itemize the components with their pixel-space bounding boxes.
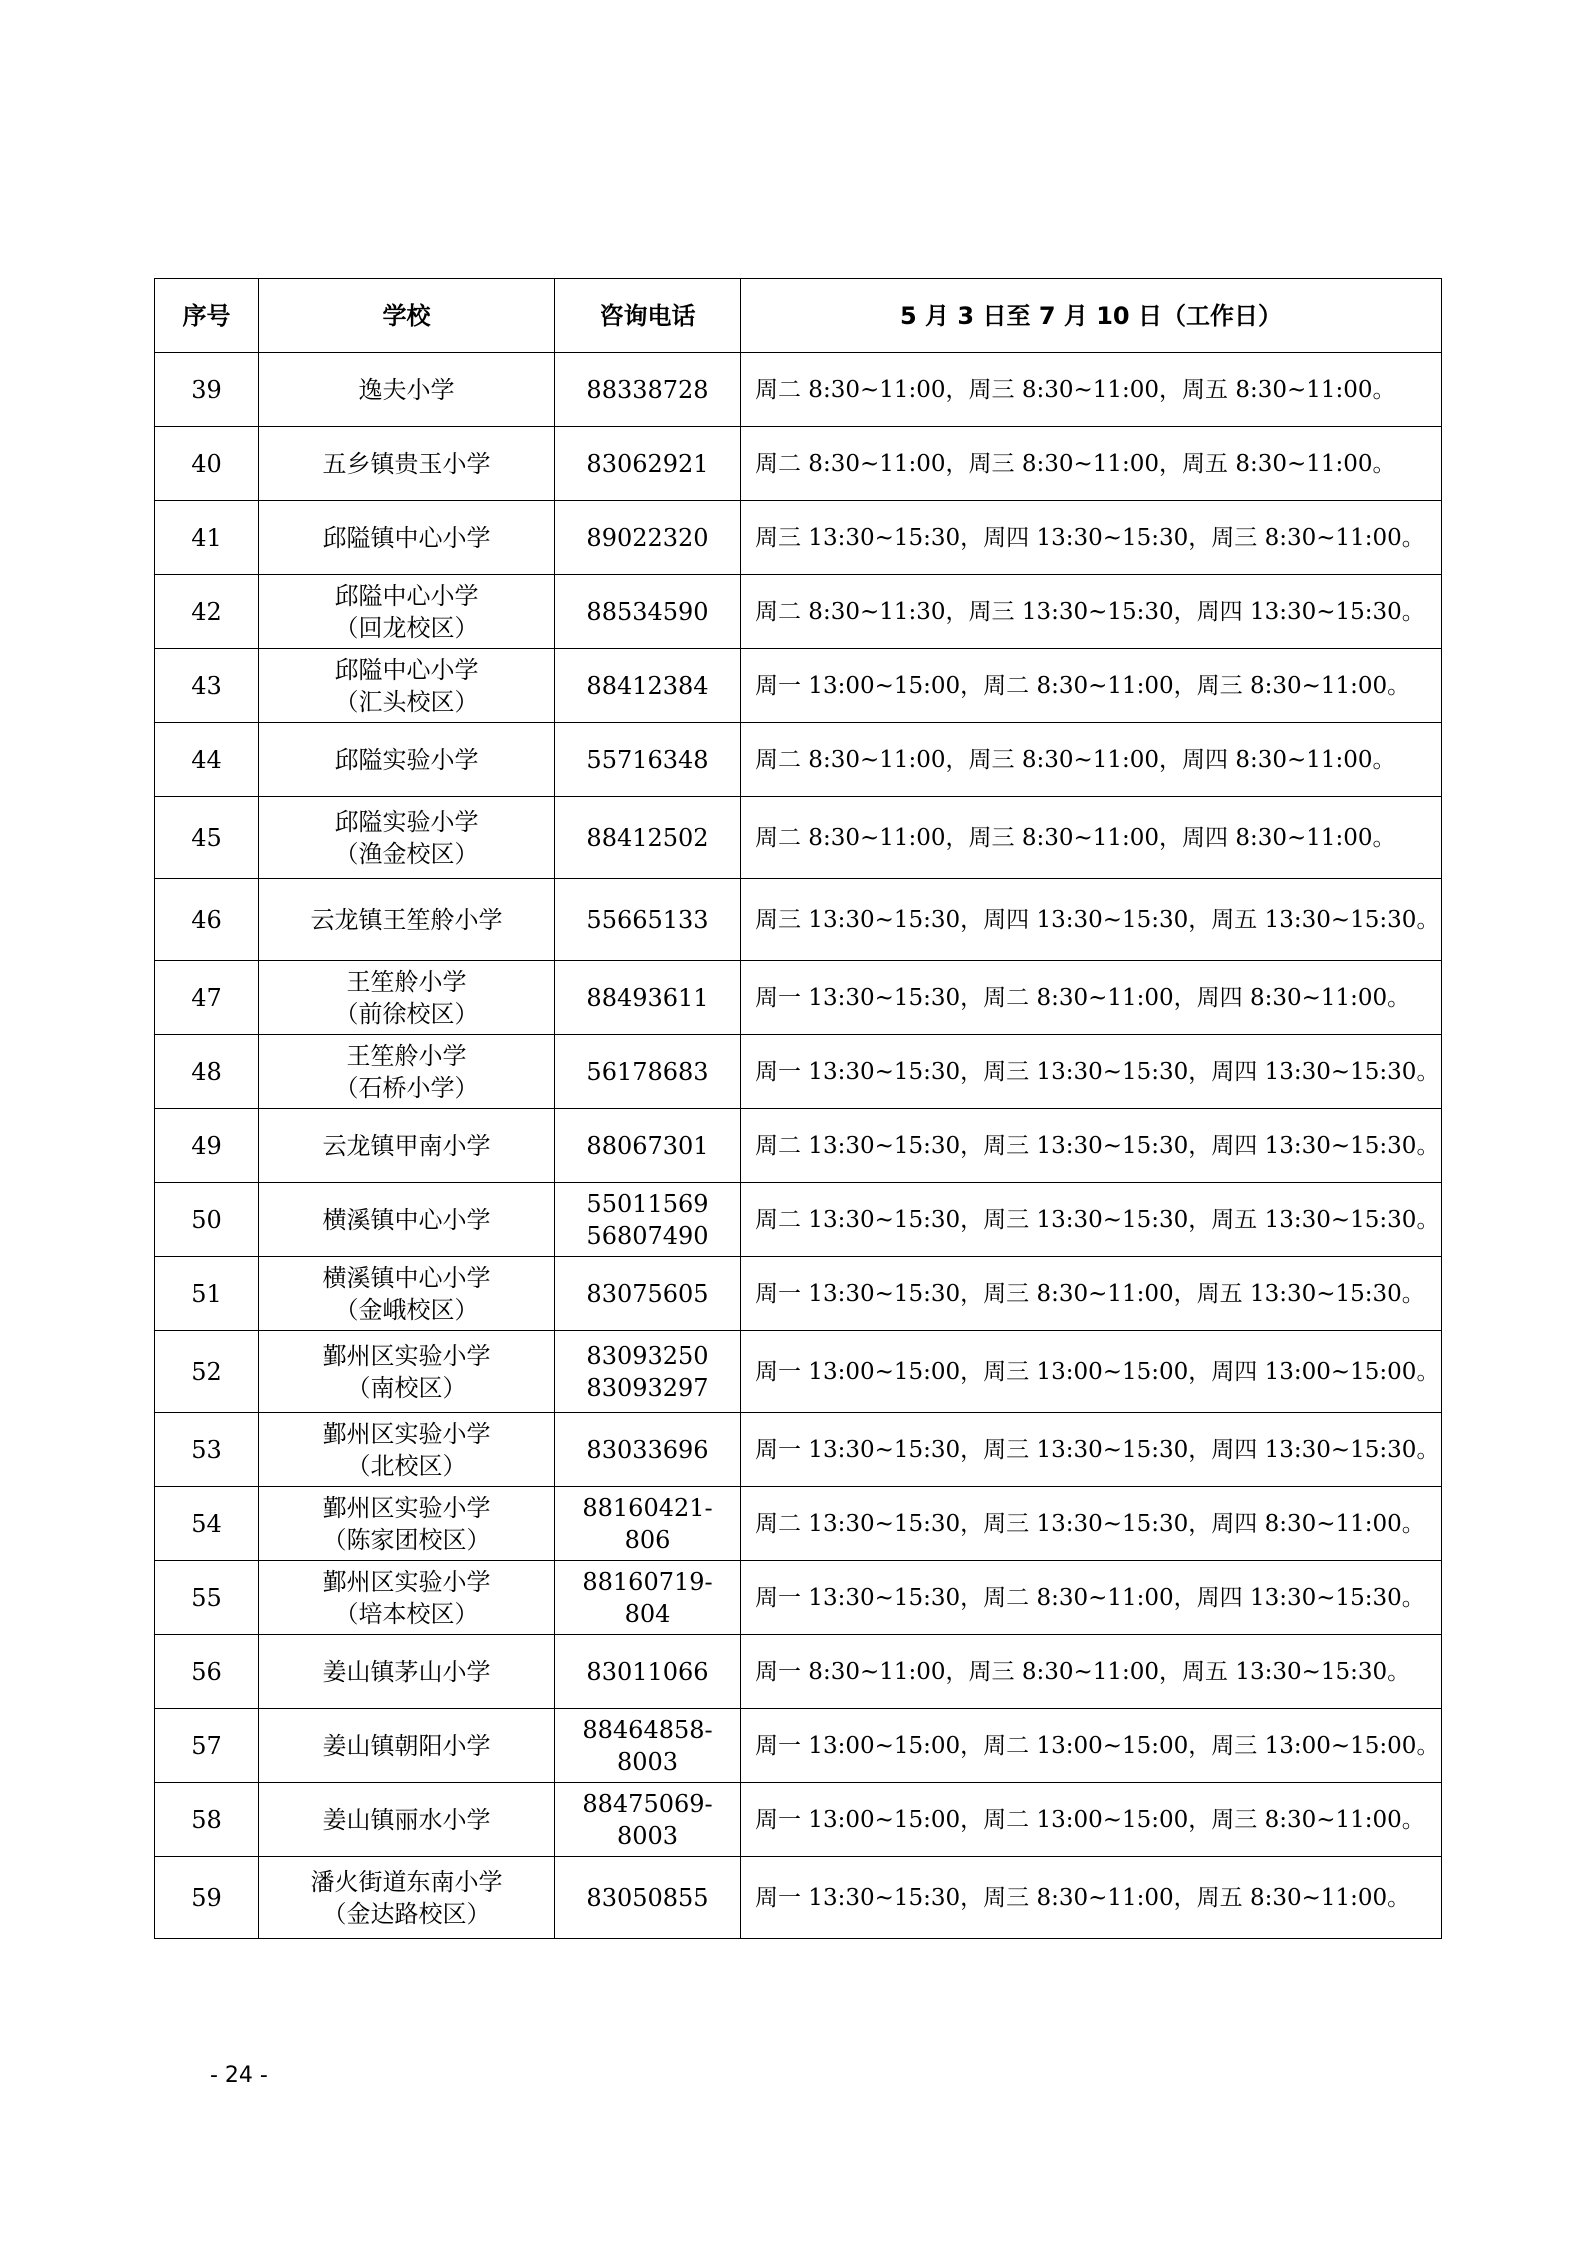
cell-time [741,961,1442,1035]
cell-time [741,723,1442,797]
table-row [155,501,1442,575]
cell-time [741,427,1442,501]
cell-no-line: 39 [191,375,222,404]
table-row [155,723,1442,797]
cell-no-line: 48 [191,1057,222,1086]
cell-no-line: 42 [191,597,222,626]
cell-school-line: （培本校区） [334,1599,479,1628]
cell-no [155,1183,259,1257]
cell-no [155,1413,259,1487]
cell-school [259,1561,555,1635]
cell-school [259,1857,555,1939]
cell-school-line: （陈家团校区） [322,1525,491,1554]
cell-school [259,879,555,961]
cell-no-line: 52 [191,1357,222,1386]
cell-time [741,1783,1442,1857]
cell-no [155,1487,259,1561]
table-row [155,1183,1442,1257]
cell-time [741,353,1442,427]
cell-no-line: 44 [191,745,222,774]
cell-no [155,1857,259,1939]
cell-time-line: 周一 13:00~15:00，周二 8:30~11:00，周三 8:30~11:00。 [755,672,1411,699]
cell-phone-line: 56807490 [586,1221,709,1250]
table-header-row [155,279,1442,353]
cell-phone [555,723,741,797]
cell-no [155,1331,259,1413]
cell-phone [555,1561,741,1635]
cell-phone-line: 8003 [616,1747,679,1776]
cell-phone-line: 88412502 [586,823,709,852]
cell-time-line: 周二 13:30~15:30，周三 13:30~15:30，周五 13:30~15:30。 [755,1206,1440,1233]
cell-phone-line: 55011569 [586,1189,709,1218]
cell-school-line: 五乡镇贵玉小学 [322,449,491,478]
cell-school [259,1257,555,1331]
cell-phone-line: 55716348 [586,745,709,774]
cell-no-line: 49 [191,1131,222,1160]
cell-school [259,723,555,797]
cell-school-line: （汇头校区） [334,687,479,716]
cell-no [155,1035,259,1109]
table-row [155,649,1442,723]
cell-time [741,575,1442,649]
cell-school-line: 鄞州区实验小学 [322,1567,491,1596]
cell-school-line: 潘火街道东南小学 [310,1867,503,1896]
table-row [155,1783,1442,1857]
cell-school [259,1783,555,1857]
cell-phone [555,1331,741,1413]
cell-time-line: 周一 13:00~15:00，周二 13:00~15:00，周三 8:30~11:00。 [755,1806,1425,1833]
cell-phone-line: 83075605 [586,1279,709,1308]
cell-phone-line: 83093297 [586,1373,709,1402]
cell-phone-line: 83093250 [586,1341,709,1370]
cell-school [259,649,555,723]
cell-time [741,797,1442,879]
cell-time-line: 周二 8:30~11:00，周三 8:30~11:00，周四 8:30~11:00。 [755,746,1396,773]
cell-school-line: 邱隘实验小学 [334,745,479,774]
cell-school [259,1035,555,1109]
cell-phone-line: 83062921 [586,449,709,478]
cell-no [155,1561,259,1635]
cell-time [741,1709,1442,1783]
table-row [155,1709,1442,1783]
table-row [155,1635,1442,1709]
cell-phone-line: 83033696 [586,1435,709,1464]
cell-time-line: 周一 13:30~15:30，周二 8:30~11:00，周四 8:30~11:00。 [755,984,1411,1011]
cell-no [155,961,259,1035]
cell-school [259,1109,555,1183]
cell-school-line: 鄞州区实验小学 [322,1419,491,1448]
cell-no-line: 50 [191,1205,222,1234]
cell-time [741,1561,1442,1635]
table-row [155,353,1442,427]
cell-time [741,1109,1442,1183]
cell-school [259,961,555,1035]
cell-time [741,501,1442,575]
cell-time-line: 周二 8:30~11:00，周三 8:30~11:00，周五 8:30~11:00。 [755,450,1396,477]
cell-no-line: 51 [191,1279,222,1308]
cell-time-line: 周一 13:00~15:00，周三 13:00~15:00，周四 13:00~15:00。 [755,1358,1440,1385]
cell-no-line: 41 [191,523,222,552]
cell-phone-line: 8003 [616,1821,679,1850]
cell-phone-line: 88412384 [586,671,709,700]
cell-phone-line: 806 [624,1525,671,1554]
cell-phone [555,501,741,575]
cell-time-line: 周一 13:30~15:30，周三 8:30~11:00，周五 13:30~15:30。 [755,1280,1425,1307]
cell-time-line: 周一 13:30~15:30，周二 8:30~11:00，周四 13:30~15:30。 [755,1584,1425,1611]
cell-phone-line: 804 [624,1599,671,1628]
cell-phone [555,1183,741,1257]
cell-no-line: 59 [191,1883,222,1912]
cell-school [259,353,555,427]
cell-time [741,1183,1442,1257]
header-phone: 咨询电话 [555,279,741,353]
cell-school-line: （渔金校区） [334,839,479,868]
cell-school [259,427,555,501]
table-row [155,879,1442,961]
cell-school [259,1487,555,1561]
cell-phone [555,879,741,961]
cell-phone-line: 89022320 [586,523,709,552]
cell-time [741,1857,1442,1939]
cell-school-line: （金达路校区） [322,1899,491,1928]
cell-time-line: 周二 8:30~11:00，周三 8:30~11:00，周四 8:30~11:00。 [755,824,1396,851]
cell-no [155,1635,259,1709]
cell-no-line: 58 [191,1805,222,1834]
cell-school [259,1635,555,1709]
cell-no-line: 56 [191,1657,222,1686]
cell-school-line: 王笙舲小学 [346,1041,467,1070]
cell-time-line: 周一 13:30~15:30，周三 13:30~15:30，周四 13:30~15:30。 [755,1058,1440,1085]
cell-phone [555,649,741,723]
cell-phone-line: 83050855 [586,1883,709,1912]
cell-no-line: 46 [191,905,222,934]
cell-time-line: 周二 13:30~15:30，周三 13:30~15:30，周四 8:30~11:00。 [755,1510,1425,1537]
cell-time [741,1035,1442,1109]
header-time: 5 月 3 日至 7 月 10 日（工作日） [741,279,1442,353]
cell-no-line: 57 [191,1731,222,1760]
cell-phone-line: 88464858- [582,1715,713,1744]
cell-phone [555,1487,741,1561]
table-row [155,1035,1442,1109]
cell-school-line: 姜山镇茅山小学 [322,1657,491,1686]
cell-time-line: 周三 13:30~15:30，周四 13:30~15:30，周五 13:30~15:30。 [755,906,1440,933]
cell-time [741,1635,1442,1709]
cell-phone [555,961,741,1035]
table-row [155,797,1442,879]
cell-no-line: 53 [191,1435,222,1464]
cell-school-line: （南校区） [346,1373,467,1402]
cell-phone [555,353,741,427]
cell-phone-line: 88160421- [582,1493,713,1522]
cell-school [259,797,555,879]
cell-phone-line: 88067301 [586,1131,709,1160]
cell-no-line: 45 [191,823,222,852]
cell-no [155,1109,259,1183]
table-row [155,1331,1442,1413]
cell-no [155,1257,259,1331]
cell-phone [555,1783,741,1857]
cell-time-line: 周二 8:30~11:30，周三 13:30~15:30，周四 13:30~15:30。 [755,598,1425,625]
cell-no-line: 47 [191,983,222,1012]
cell-no [155,427,259,501]
cell-time-line: 周一 8:30~11:00，周三 8:30~11:00，周五 13:30~15:30。 [755,1658,1411,1685]
cell-no-line: 54 [191,1509,222,1538]
cell-time-line: 周一 13:30~15:30，周三 13:30~15:30，周四 13:30~15:30。 [755,1436,1440,1463]
cell-time [741,1487,1442,1561]
cell-school-line: （回龙校区） [334,613,479,642]
cell-school-line: 姜山镇朝阳小学 [322,1731,491,1760]
cell-school-line: 姜山镇丽水小学 [322,1805,491,1834]
table-row [155,1857,1442,1939]
cell-school-line: 云龙镇甲南小学 [322,1131,491,1160]
cell-phone-line: 56178683 [586,1057,709,1086]
table-row [155,1487,1442,1561]
header-school: 学校 [259,279,555,353]
cell-phone-line: 88160719- [582,1567,713,1596]
cell-time [741,1257,1442,1331]
cell-school [259,1183,555,1257]
cell-time [741,879,1442,961]
table-row [155,1257,1442,1331]
table-row [155,1413,1442,1487]
cell-school-line: 横溪镇中心小学 [322,1263,491,1292]
table-row [155,427,1442,501]
cell-no-line: 40 [191,449,222,478]
cell-school [259,1709,555,1783]
cell-school-line: （石桥小学） [334,1073,479,1102]
header-no: 序号 [155,279,259,353]
cell-school-line: 邱隘实验小学 [334,807,479,836]
cell-phone [555,1109,741,1183]
cell-phone [555,1635,741,1709]
cell-phone-line: 88534590 [586,597,709,626]
cell-no [155,797,259,879]
cell-school-line: 邱隘中心小学 [334,581,479,610]
cell-school-line: 王笙舲小学 [346,967,467,996]
cell-school [259,501,555,575]
schedule-table [154,278,1442,1939]
cell-no-line: 55 [191,1583,222,1612]
cell-no [155,1709,259,1783]
cell-no [155,575,259,649]
cell-no [155,1783,259,1857]
cell-school-line: 云龙镇王笙舲小学 [310,905,503,934]
cell-no [155,879,259,961]
cell-phone [555,1413,741,1487]
cell-no [155,353,259,427]
cell-phone [555,1035,741,1109]
cell-time [741,1413,1442,1487]
cell-no [155,649,259,723]
cell-phone-line: 88475069- [582,1789,713,1818]
cell-phone [555,427,741,501]
cell-school-line: 鄞州区实验小学 [322,1493,491,1522]
table-row [155,961,1442,1035]
cell-phone-line: 55665133 [586,905,709,934]
cell-time-line: 周二 13:30~15:30，周三 13:30~15:30，周四 13:30~15:30。 [755,1132,1440,1159]
table-row [155,1109,1442,1183]
cell-phone [555,1857,741,1939]
cell-school [259,1413,555,1487]
cell-school [259,575,555,649]
cell-school-line: （前徐校区） [334,999,479,1028]
table-row [155,1561,1442,1635]
cell-phone [555,797,741,879]
cell-school-line: 鄞州区实验小学 [322,1341,491,1370]
cell-school-line: 邱隘镇中心小学 [322,523,491,552]
cell-school-line: 横溪镇中心小学 [322,1205,491,1234]
cell-school-line: （北校区） [346,1451,467,1480]
cell-time [741,1331,1442,1413]
cell-no-line: 43 [191,671,222,700]
page-number: - 24 - [210,2063,268,2088]
cell-phone-line: 88493611 [586,983,709,1012]
cell-time-line: 周二 8:30~11:00，周三 8:30~11:00，周五 8:30~11:00。 [755,376,1396,403]
cell-time-line: 周三 13:30~15:30，周四 13:30~15:30，周三 8:30~11:00。 [755,524,1425,551]
cell-school-line: 逸夫小学 [358,375,455,404]
cell-time [741,649,1442,723]
cell-phone [555,575,741,649]
cell-phone-line: 88338728 [586,375,709,404]
cell-school [259,1331,555,1413]
cell-time-line: 周一 13:30~15:30，周三 8:30~11:00，周五 8:30~11:00。 [755,1884,1411,1911]
cell-phone-line: 83011066 [586,1657,709,1686]
cell-no [155,723,259,797]
cell-school-line: （金峨校区） [334,1295,479,1324]
cell-time-line: 周一 13:00~15:00，周二 13:00~15:00，周三 13:00~15:00。 [755,1732,1440,1759]
cell-phone [555,1257,741,1331]
table-row [155,575,1442,649]
cell-school-line: 邱隘中心小学 [334,655,479,684]
cell-no [155,501,259,575]
cell-phone [555,1709,741,1783]
